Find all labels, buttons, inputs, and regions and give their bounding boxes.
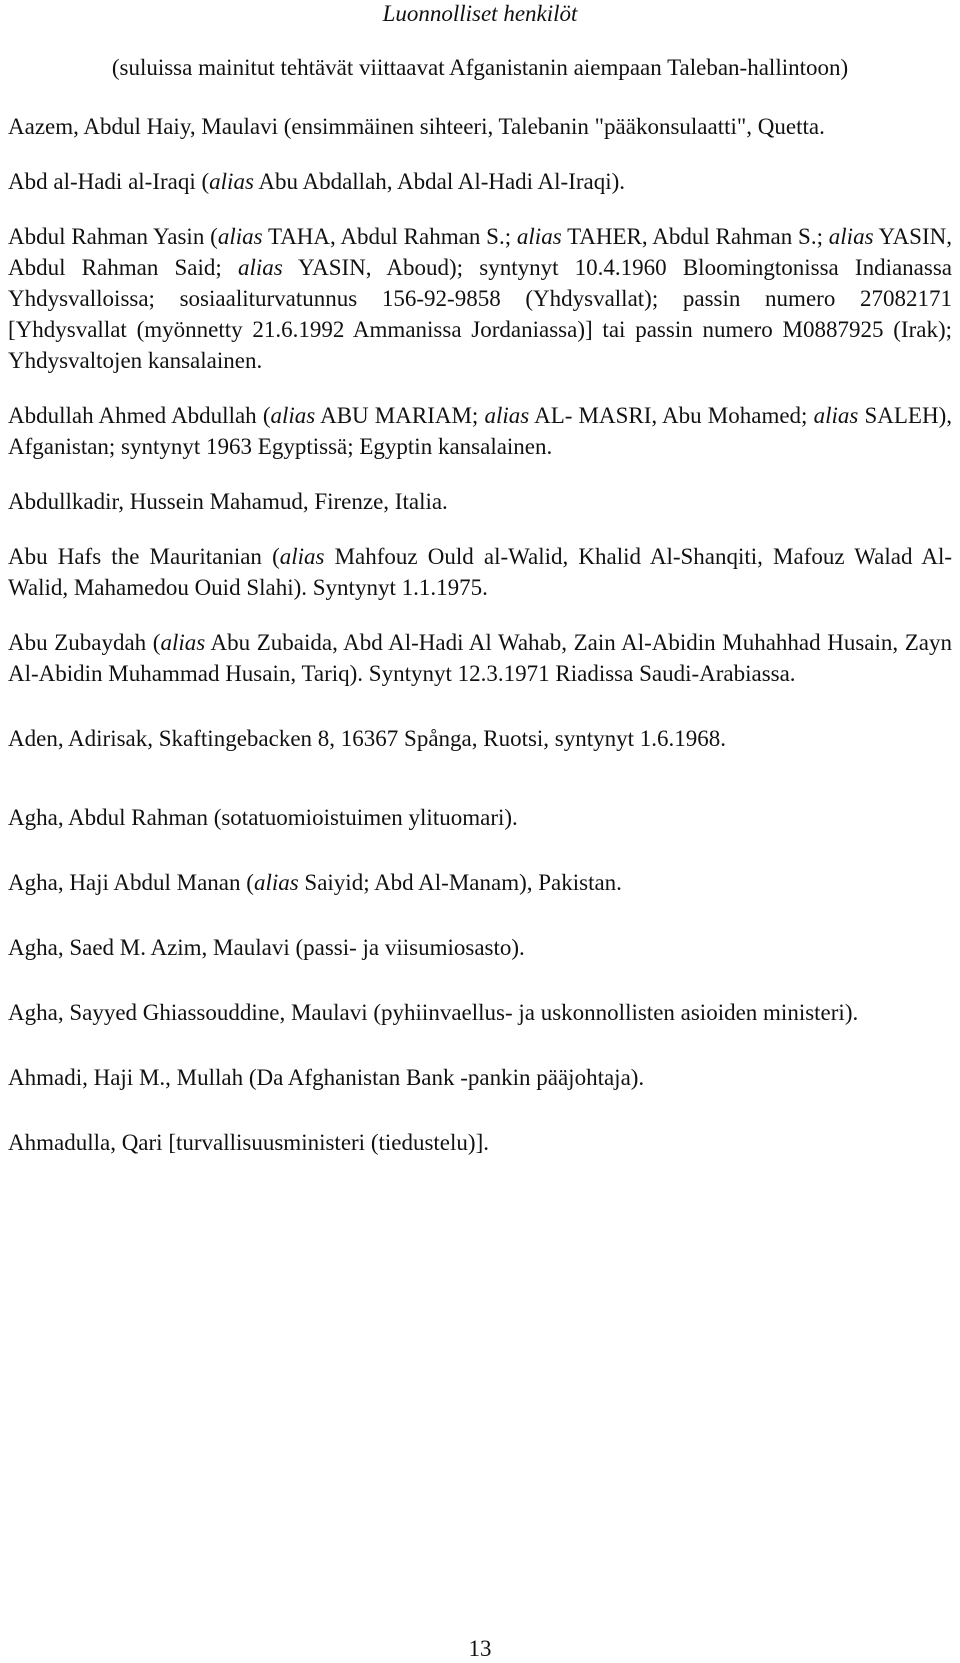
entry-text: ABU MARIAM; (315, 403, 485, 428)
entry-text: Agha, Abdul Rahman (sotatuomioistuimen ylituomari). (8, 805, 518, 830)
entry-agha-abdul-rahman (8, 802, 952, 833)
entry-text: Agha, Sayyed Ghiassouddine, Maulavi (pyhiinvaellus- ja uskonnollisten asioiden ministeri). (8, 1000, 859, 1025)
entry-ahmadi (8, 1062, 952, 1093)
alias-label: alias (270, 403, 316, 428)
entry-abu-zubaydah (8, 627, 952, 689)
entry-text: Mahfouz Ould al-Walid, Khalid Al-Shanqiti, Mafouz Walad Al-Walid, Mahamedou Ouid Slahi). Syntynyt 1.1.1975. (8, 544, 952, 600)
entry-text: SALEH), Afganistan; syntynyt 1963 Egyptissä; Egyptin kansalainen. (8, 403, 952, 459)
entry-text: Ahmadulla, Qari [turvallisuusministeri (tiedustelu)]. (8, 1130, 489, 1155)
entry-list (8, 111, 952, 1158)
entry-text: TAHA, Abdul Rahman S.; (262, 224, 517, 249)
entry-text: Saiyid; Abd Al-Manam), Pakistan. (298, 870, 622, 895)
entry-text: TAHER, Abdul Rahman S.; (561, 224, 829, 249)
entry-text: Abu Zubaydah ( (8, 630, 161, 655)
entry-abu-hafs (8, 541, 952, 603)
entry-aazem (8, 111, 952, 142)
entry-text: Abdullkadir, Hussein Mahamud, Firenze, Italia. (8, 489, 448, 514)
entry-ahmadulla (8, 1127, 952, 1158)
entry-text: Agha, Haji Abdul Manan ( (8, 870, 254, 895)
entry-abdullah-ahmed-abdullah (8, 400, 952, 462)
section-subheading: (suluissa mainitut tehtävät viittaavat Afganistanin aiempaan Taleban-hallintoon) (111, 55, 849, 80)
alias-label: alias (209, 169, 254, 194)
alias-label: alias (279, 544, 325, 569)
entry-text: Aden, Adirisak, Skaftingebacken 8, 16367 Spånga, Ruotsi, syntynyt 1.6.1968. (8, 726, 727, 751)
entry-text: Abu Zubaida, Abd Al-Hadi Al Wahab, Zain Al-Abidin Muhahhad Husain, Zayn Al-Abidin Muhammad Husain, Tariq). Syntynyt 12.3.1971 Riadissa Saudi-Arabiassa. (8, 630, 952, 686)
alias-label: alias (253, 870, 299, 895)
entry-text: YASIN, Abdul Rahman Said; (8, 224, 952, 280)
entry-agha-haji-abdul-manan (8, 867, 952, 898)
entry-agha-saed (8, 932, 952, 963)
entry-text: Abd al-Hadi al-Iraqi ( (8, 169, 210, 194)
entry-aden (8, 723, 952, 754)
section-heading: Luonnolliset henkilöt (382, 1, 578, 26)
alias-label: alias (828, 224, 874, 249)
entry-abd-al-hadi (8, 166, 952, 197)
page-number: 13 (468, 1636, 492, 1661)
alias-label: alias (237, 255, 283, 280)
entry-text: Abu Hafs the Mauritanian ( (8, 544, 280, 569)
alias-label: alias (516, 224, 562, 249)
alias-label: alias (484, 403, 530, 428)
alias-label: alias (813, 403, 859, 428)
entry-abdullkadir (8, 486, 952, 517)
entry-agha-sayyed (8, 997, 952, 1028)
entry-text: AL- MASRI, Abu Mohamed; (529, 403, 814, 428)
alias-label: alias (217, 224, 263, 249)
entry-text: Aazem, Abdul Haiy, Maulavi (ensimmäinen sihteeri, Talebanin "pääkonsulaatti", Quetta. (8, 114, 825, 139)
entry-text: Abu Abdallah, Abdal Al-Hadi Al-Iraqi). (253, 169, 626, 194)
entry-abdul-rahman-yasin (8, 221, 952, 376)
entry-text: Abdul Rahman Yasin ( (8, 224, 218, 249)
alias-label: alias (160, 630, 206, 655)
entry-text: YASIN, Aboud); syntynyt 10.4.1960 Bloomingtonissa Indianassa Yhdysvalloissa; sosiaaliturvatunnus 156-92-9858 (Yhdysvallat); passin numero 27082171 [Yhdysvallat (myönnetty 21.6.1992 Ammanissa Jordaniassa)] tai passin numero M0887925 (Irak); Yhdysvaltojen kansalainen. (8, 255, 952, 373)
entry-text: Abdullah Ahmed Abdullah ( (8, 403, 271, 428)
entry-text: Agha, Saed M. Azim, Maulavi (passi- ja viisumiosasto). (8, 935, 525, 960)
entry-text: Ahmadi, Haji M., Mullah (Da Afghanistan Bank -pankin pääjohtaja). (8, 1065, 645, 1090)
